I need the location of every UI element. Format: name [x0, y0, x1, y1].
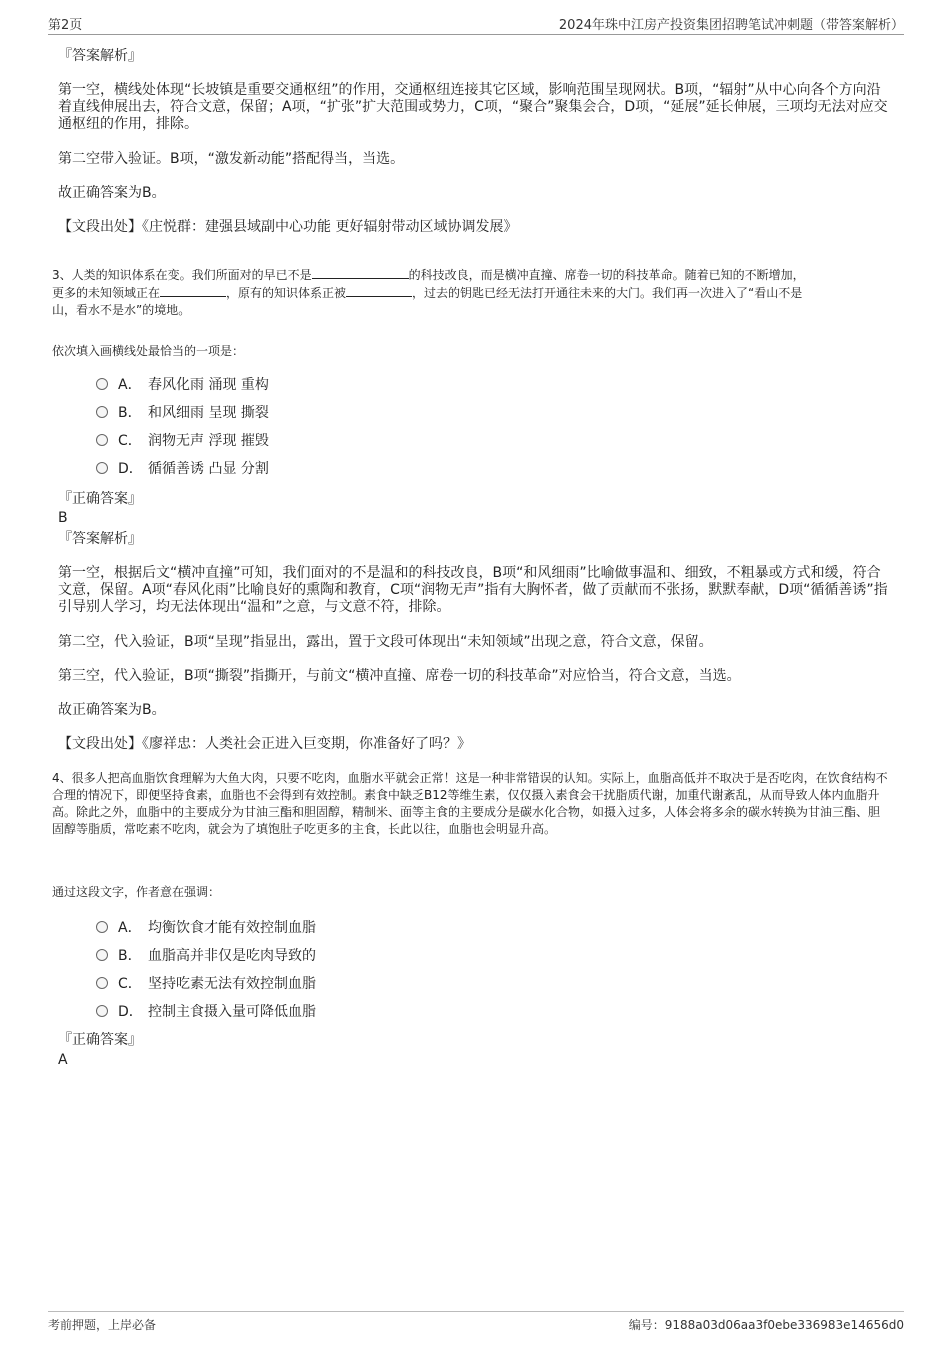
page-number: 第2页	[48, 18, 83, 33]
q3-analysis-paragraph-2: 第二空，代入验证，B项“呈现”指显出，露出，置于文段可体现出“未知领域”出现之意，符合文意，保留。	[58, 634, 713, 650]
page-footer	[48, 1311, 904, 1338]
q4-prompt: 通过这段文字，作者意在强调：	[52, 885, 221, 899]
q3-option-a[interactable]: A． 春风化雨 涌现 重构	[96, 376, 269, 394]
q3-option-d[interactable]: D． 循循善诱 凸显 分割	[96, 460, 269, 478]
radio-icon[interactable]	[96, 1005, 108, 1017]
radio-icon[interactable]	[96, 434, 108, 446]
q3-blank-2	[160, 284, 226, 297]
q3-answer-label: 『正确答案』	[58, 491, 142, 507]
q4-option-c[interactable]: C． 坚持吃素无法有效控制血脂	[96, 975, 316, 993]
document-title: 2024年珠中江房产投资集团招聘笔试冲刺题（带答案解析）	[558, 18, 904, 33]
q3-option-c[interactable]: C． 润物无声 浮现 摧毁	[96, 432, 269, 450]
q4-stem: 4、很多人把高血脂饮食理解为大鱼大肉，只要不吃肉，血脂水平就会正常！这是一种非常错误的认知。实际上，血脂高低并不取决于是否吃肉，在饮食结构不合理的情况下，即便坚持食素，血脂也不会得到有效控制。素食中缺乏B12等维生素，仅仅摄入素食会干扰脂质代谢，加重代谢紊乱，从而导致人体内血脂升高。除此之外，血脂中的主要成分为甘油三酯和胆固醇，精制米、面等主食的主要成分是碳水化合物，如摄入过多，人体会将多余的碳水转换为甘油三酯、胆固醇等脂质，常吃素不吃肉，就会为了填饱肚子吃更多的主食，长此以往，血脂也会明显升高。	[52, 771, 888, 836]
q3-analysis-paragraph-1: 第一空，根据后文“横冲直撞”可知，我们面对的不是温和的科技改良，B项“和风细雨”比喻做事温和、细致，不粗暴或方式和缓，符合文意，保留。A项“春风化雨”比喻良好的熏陶和教育，C项“润物无声”指有大胸怀者，做了贡献而不张扬，默默奉献，D项“循循善诱”指引导别人学习，均无法体现出“温和”之意，与文意不符，排除。	[58, 565, 888, 615]
document-id: 编号：9188a03d06aa3f0ebe336983e14656d0	[628, 1318, 904, 1332]
radio-icon[interactable]	[96, 949, 108, 961]
q3-prompt: 依次填入画横线处最恰当的一项是：	[52, 344, 245, 358]
q4-option-a[interactable]: A． 均衡饮食才能有效控制血脂	[96, 919, 316, 937]
q2-analysis-label: 『答案解析』	[58, 48, 142, 64]
q2-analysis-paragraph-2: 第二空带入验证。B项，“激发新动能”搭配得当，当选。	[58, 151, 405, 167]
q3-blank-3	[346, 284, 412, 297]
q3-analysis-conclusion: 故正确答案为B。	[58, 702, 166, 718]
q4-answer: A	[58, 1052, 68, 1068]
footer-slogan: 考前押题，上岸必备	[48, 1318, 157, 1332]
q3-answer: B	[58, 510, 68, 526]
q4-option-b[interactable]: B． 血脂高并非仅是吃肉导致的	[96, 947, 316, 965]
q2-analysis-conclusion: 故正确答案为B。	[58, 185, 166, 201]
radio-icon[interactable]	[96, 378, 108, 390]
q3-blank-1	[312, 266, 409, 279]
radio-icon[interactable]	[96, 462, 108, 474]
q2-analysis-paragraph-1: 第一空，横线处体现“长坡镇是重要交通枢纽”的作用，交通枢纽连接其它区域，影响范围呈现网状。B项，“辐射”从中心向各个方向沿着直线伸展出去，符合文意，保留；A项，“扩张”扩大范围或势力，C项，“聚合”聚集会合，D项，“延展”延长伸展，三项均无法对应交通枢纽的作用，排除。	[58, 82, 888, 132]
q2-source: 【文段出处】《庄悦群：建强县域副中心功能 更好辐射带动区域协调发展》	[58, 219, 518, 235]
page-header	[48, 14, 904, 35]
q3-option-b[interactable]: B． 和风细雨 呈现 撕裂	[96, 404, 269, 422]
radio-icon[interactable]	[96, 921, 108, 933]
q4-option-d[interactable]: D． 控制主食摄入量可降低血脂	[96, 1003, 316, 1021]
q3-analysis-label: 『答案解析』	[58, 531, 142, 547]
radio-icon[interactable]	[96, 406, 108, 418]
q3-analysis-paragraph-3: 第三空，代入验证，B项“撕裂”指撕开，与前文“横冲直撞、席卷一切的科技革命”对应恰当，符合文意，当选。	[58, 668, 741, 684]
radio-icon[interactable]	[96, 977, 108, 989]
q3-stem: 3、人类的知识体系在变。我们所面对的早已不是 的科技改良，而是横冲直撞、席卷一切的科技革命。随着已知的不断增加， 更多的未知领域正在 ，原有的知识体系正被 ，过去的钥匙已经无法打开通往未来的大门。我们再一次进入了“看山不是 山，看水不是水”的境地。	[52, 268, 805, 317]
q4-answer-label: 『正确答案』	[58, 1032, 142, 1048]
q3-source: 【文段出处】《廖祥忠：人类社会正进入巨变期，你准备好了吗？》	[58, 736, 471, 752]
